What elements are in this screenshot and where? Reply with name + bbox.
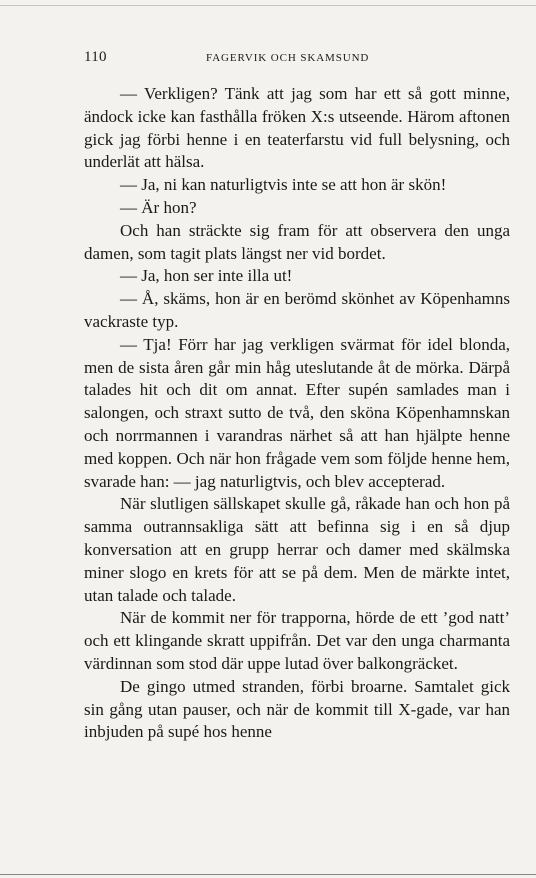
paragraph: När slutligen sällskapet skulle gå, råkade han och hon på samma outrannsakliga sätt att befinna sig i en så djup konversation att en grupp herrar och damer med skälmska miner slogo en krets för att se på dem. Men de märkte intet, utan talade och talade. <box>84 494 510 605</box>
paragraph: De gingo utmed stranden, förbi broarne. Samtalet gick sin gång utan pauser, och när de kommit till X-gade, var han inbjuden på supé hos henne <box>84 676 510 742</box>
paragraph: — Ja, hon ser inte illa ut! <box>120 266 293 286</box>
paragraph: — Å, skäms, hon är en berömd skönhet av Köpenhamns vackraste typ. <box>84 289 510 331</box>
paragraph: — Ja, ni kan naturligtvis inte se att hon är skön! <box>120 175 447 195</box>
paragraph: — Är hon? <box>120 197 197 217</box>
paragraph: Och han sträckte sig fram för att observera den unga damen, som tagit plats längst ner vid bordet. <box>84 220 510 263</box>
bottom-edge-line <box>0 874 536 875</box>
body-text <box>84 83 510 744</box>
page-number: 110 <box>84 49 107 65</box>
paragraph: — Verkligen? Tänk att jag som har ett så gott minne, ändock icke kan fasthålla fröken X:s utseende. Härom aftonen gick jag förbi henne i en teaterfarstu vid full belysning, och underlät att hälsa. <box>84 84 510 172</box>
paragraph: — Tja! Förr har jag verkligen svärmat för idel blonda, men de sista åren går min håg uteslutande åt de mörka. Därpå talades hit och dit om annat. Efter supén samlades man i salongen, och straxt sutto de två, den sköna Köpenhamnskan och norrmannen i varandras närhet så att han hjälpte henne med koppen. Och när hon frågade vem som följde henne hem, svarade han: — jag naturligtvis, och blev accepterad. <box>84 334 510 491</box>
page-header <box>84 49 510 69</box>
paragraph: När de kommit ner för trapporna, hörde de ett ’god natt’ och ett klingande skratt uppifrån. Det var den unga charmanta värdinnan som stod där uppe lutad över balkongräcket. <box>84 608 510 673</box>
running-title: FAGERVIK OCH SKAMSUND <box>206 52 370 64</box>
top-edge-line <box>0 5 536 6</box>
